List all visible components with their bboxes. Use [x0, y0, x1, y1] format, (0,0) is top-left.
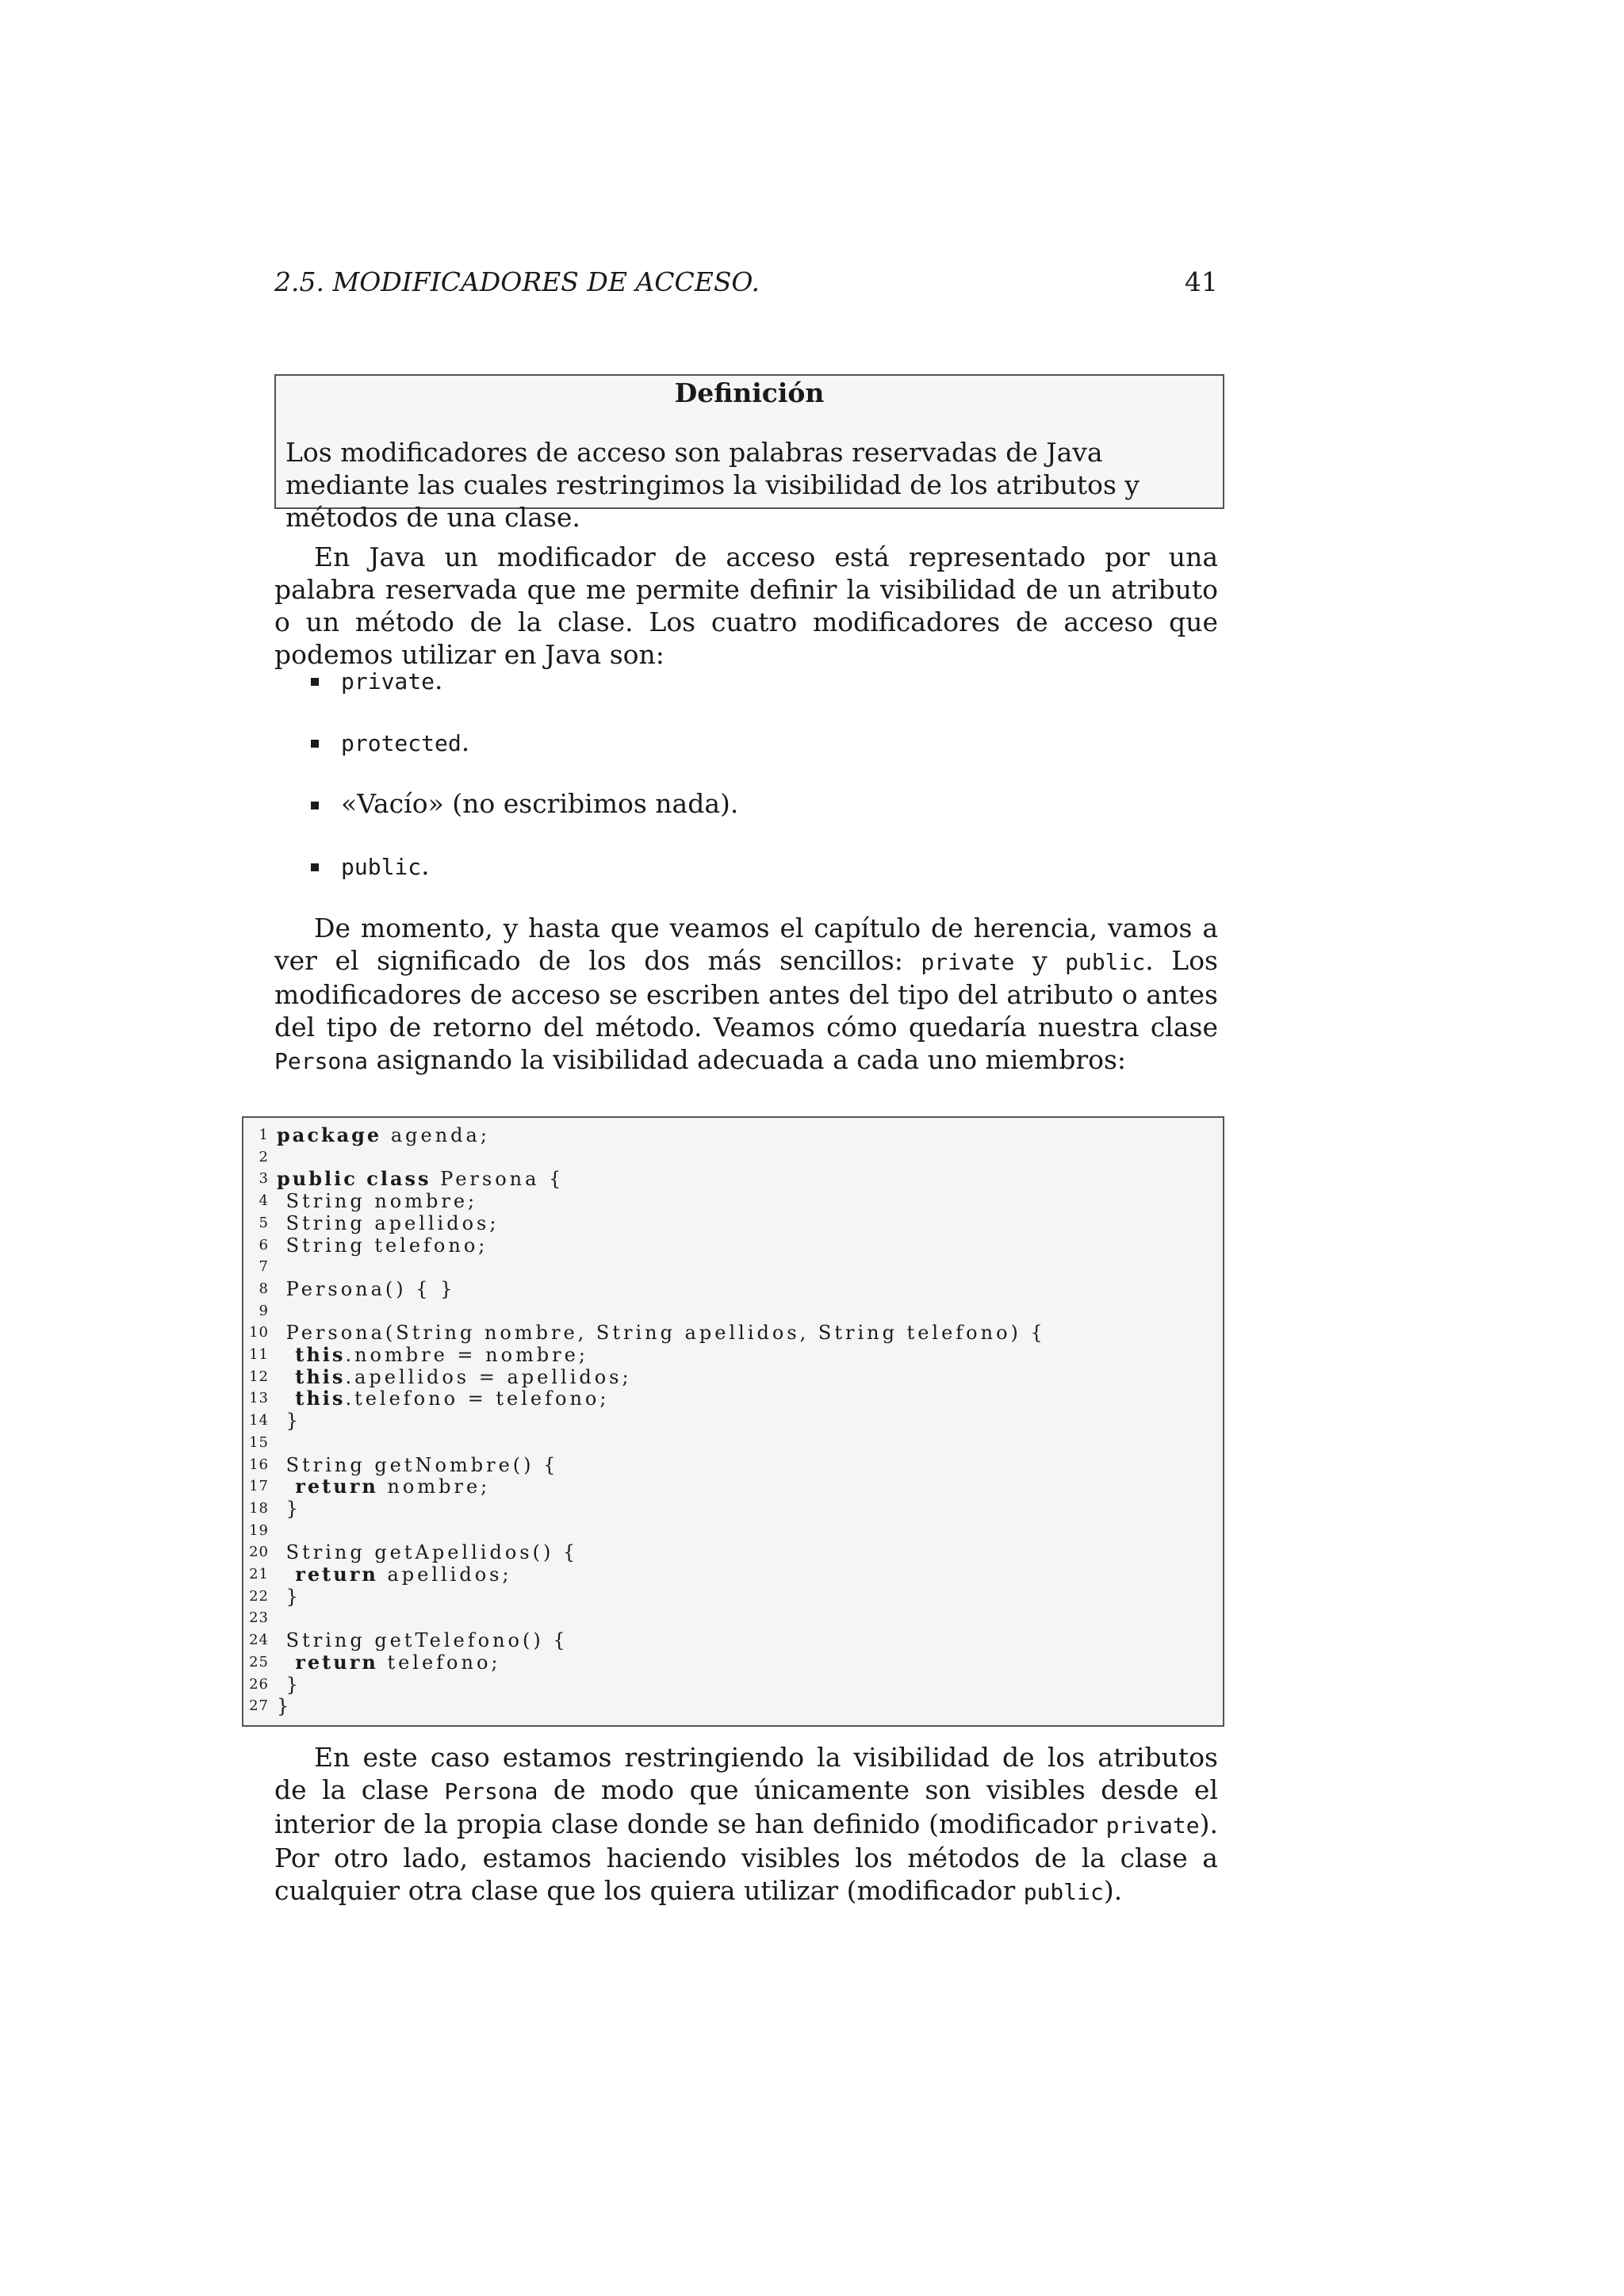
code-rest: apellidos;: [377, 1563, 512, 1586]
line-number: 18: [249, 1499, 269, 1517]
code-text: [277, 1344, 588, 1366]
code-rest: .apellidos = apellidos;: [345, 1365, 632, 1388]
code-rest: String getTelefono() {: [277, 1629, 569, 1652]
code-rest: String getNombre() {: [277, 1453, 559, 1476]
list-item-text: .: [461, 726, 470, 757]
code-rest: }: [277, 1410, 301, 1433]
line-number: 3: [259, 1170, 269, 1188]
code-text: [277, 1387, 609, 1410]
line-number: 24: [249, 1632, 269, 1649]
code-keyword: return: [295, 1650, 378, 1674]
page-header: [274, 266, 1218, 306]
list-item-code: protected: [341, 730, 462, 756]
square-bullet-icon: [311, 802, 319, 809]
paragraph-intro: En Java un modificador de acceso está representado por una palabra reservada que me permite definir la visibilidad de un atributo o un método de la clase. Los cuatro modificadores de acceso que podemos utilizar en Java son:: [274, 541, 1218, 670]
line-number: 7: [259, 1258, 269, 1276]
code-rest: String nombre;: [277, 1190, 478, 1213]
line-number: 22: [249, 1587, 269, 1605]
list-item-code: public: [341, 854, 422, 880]
line-number: 8: [259, 1280, 269, 1297]
line-number: 19: [249, 1521, 269, 1539]
paragraph-conclusion: [274, 1741, 1218, 1908]
text-run: y: [1014, 945, 1066, 976]
line-number: 14: [249, 1412, 269, 1429]
code-rest: String telefono;: [277, 1234, 488, 1257]
code-text: [277, 1563, 512, 1586]
text-run: de modo que únicamente son visibles desde el interior de la propia clase donde se han definido (modificador: [274, 1774, 1218, 1839]
line-number: 23: [249, 1609, 269, 1627]
code-rest: Persona(String nombre, String apellidos, String telefono) {: [277, 1322, 1046, 1345]
list-item-text: «Vacío» (no escribimos nada).: [341, 788, 739, 819]
code-rest: }: [277, 1497, 301, 1520]
definition-title: Definición: [674, 377, 825, 408]
code-text: [277, 1541, 578, 1563]
line-number: 4: [259, 1192, 269, 1210]
code-text: [277, 1629, 569, 1651]
code-text: [277, 1366, 632, 1388]
code-indent: [277, 1563, 295, 1586]
code-text: [277, 1454, 558, 1476]
text-run: De momento, y hasta que veamos el capítulo de herencia, vamos a ver el significado de los dos más sencillos:: [274, 913, 1218, 976]
code-keyword: this: [295, 1343, 346, 1366]
code-indent: [277, 1387, 295, 1410]
line-number: 21: [249, 1566, 269, 1582]
line-number: 26: [249, 1675, 269, 1693]
code-text: [277, 1190, 477, 1212]
code-keyword: public class: [277, 1167, 431, 1191]
code-keyword: return: [295, 1475, 378, 1498]
code-indent: [277, 1344, 295, 1366]
code-text: [277, 1234, 488, 1257]
code-rest: .telefono = telefono;: [345, 1387, 610, 1410]
line-number: 15: [249, 1433, 269, 1451]
line-number: 27: [249, 1697, 269, 1715]
code-keyword: return: [295, 1563, 378, 1586]
code-rest: }: [277, 1695, 293, 1718]
inline-code: Persona: [274, 1048, 369, 1074]
line-number: 20: [249, 1544, 269, 1561]
definition-text: Los modificadores de acceso son palabras reservadas de Java mediante las cuales restringimos la visibilidad de los atributos y métodos de una clase.: [285, 437, 1140, 533]
square-bullet-icon: [311, 678, 319, 686]
inline-code: public: [1023, 1879, 1104, 1905]
code-rest: Persona() { }: [277, 1277, 456, 1300]
text-run: ). Por otro lado, estamos haciendo visibles los métodos de la clase a cualquier otra clase que los quiera utilizar (modificador: [274, 1808, 1218, 1906]
code-text: [277, 1212, 499, 1234]
code-rest: .nombre = nombre;: [345, 1344, 588, 1366]
code-rest: agenda;: [381, 1124, 490, 1146]
line-number: 17: [249, 1478, 269, 1495]
code-keyword: this: [295, 1387, 346, 1410]
inline-code: private: [921, 949, 1015, 975]
line-number: 11: [249, 1346, 269, 1363]
code-listing: [242, 1116, 1224, 1727]
code-text: [277, 1168, 564, 1190]
line-number: 10: [249, 1324, 269, 1341]
line-number: 25: [249, 1653, 269, 1670]
line-number: 1: [259, 1127, 269, 1143]
inline-code: public: [1065, 949, 1146, 975]
square-bullet-icon: [311, 863, 319, 871]
text-run: . Los modificadores de acceso se escriben antes del tipo del atributo o antes del tipo de retorno del método. Veamos cómo quedaría nuestra clase: [274, 945, 1218, 1043]
code-rest: nombre;: [377, 1475, 491, 1498]
code-keyword: this: [295, 1364, 346, 1388]
code-text: [277, 1498, 301, 1520]
inline-code: Persona: [444, 1778, 538, 1804]
code-rest: String apellidos;: [277, 1211, 500, 1234]
code-rest: Persona {: [431, 1168, 565, 1191]
list-item-code: private: [341, 668, 435, 695]
square-bullet-icon: [311, 740, 319, 748]
code-text: [277, 1322, 1046, 1344]
page-number: 41: [1185, 266, 1218, 297]
code-text: [277, 1410, 301, 1432]
line-number: 5: [259, 1214, 269, 1231]
text-run: En este caso estamos restringiendo la visibilidad de los atributos de la clase: [274, 1742, 1218, 1805]
code-indent: [277, 1651, 295, 1674]
code-indent: [277, 1475, 295, 1498]
code-indent: [277, 1366, 295, 1388]
code-rest: }: [277, 1585, 301, 1608]
code-keyword: package: [277, 1123, 382, 1146]
code-text: [277, 1674, 301, 1696]
inline-code: private: [1105, 1812, 1200, 1839]
line-number: 9: [259, 1302, 269, 1319]
text-run: ).: [1103, 1875, 1123, 1906]
list-item-text: .: [435, 664, 443, 695]
code-text: [277, 1651, 501, 1674]
line-number: 2: [259, 1148, 269, 1165]
code-rest: telefono;: [377, 1651, 501, 1674]
line-number: 12: [249, 1368, 269, 1385]
line-number: 13: [249, 1390, 269, 1407]
code-text: [277, 1475, 490, 1498]
code-text: [277, 1586, 301, 1608]
code-text: [277, 1124, 490, 1146]
running-title: 2.5. MODIFICADORES DE ACCESO.: [274, 266, 760, 297]
definition-box: [274, 374, 1224, 533]
text-run: asignando la visibilidad adecuada a cada uno miembros:: [368, 1044, 1127, 1075]
list-item-text: .: [421, 850, 430, 881]
code-rest: String getApellidos() {: [277, 1541, 579, 1564]
line-number: 16: [249, 1456, 269, 1473]
code-text: [277, 1278, 455, 1300]
paragraph-modifiers: [274, 912, 1218, 1077]
code-rest: }: [277, 1673, 301, 1696]
line-number: 6: [259, 1236, 269, 1253]
code-text: [277, 1695, 292, 1717]
